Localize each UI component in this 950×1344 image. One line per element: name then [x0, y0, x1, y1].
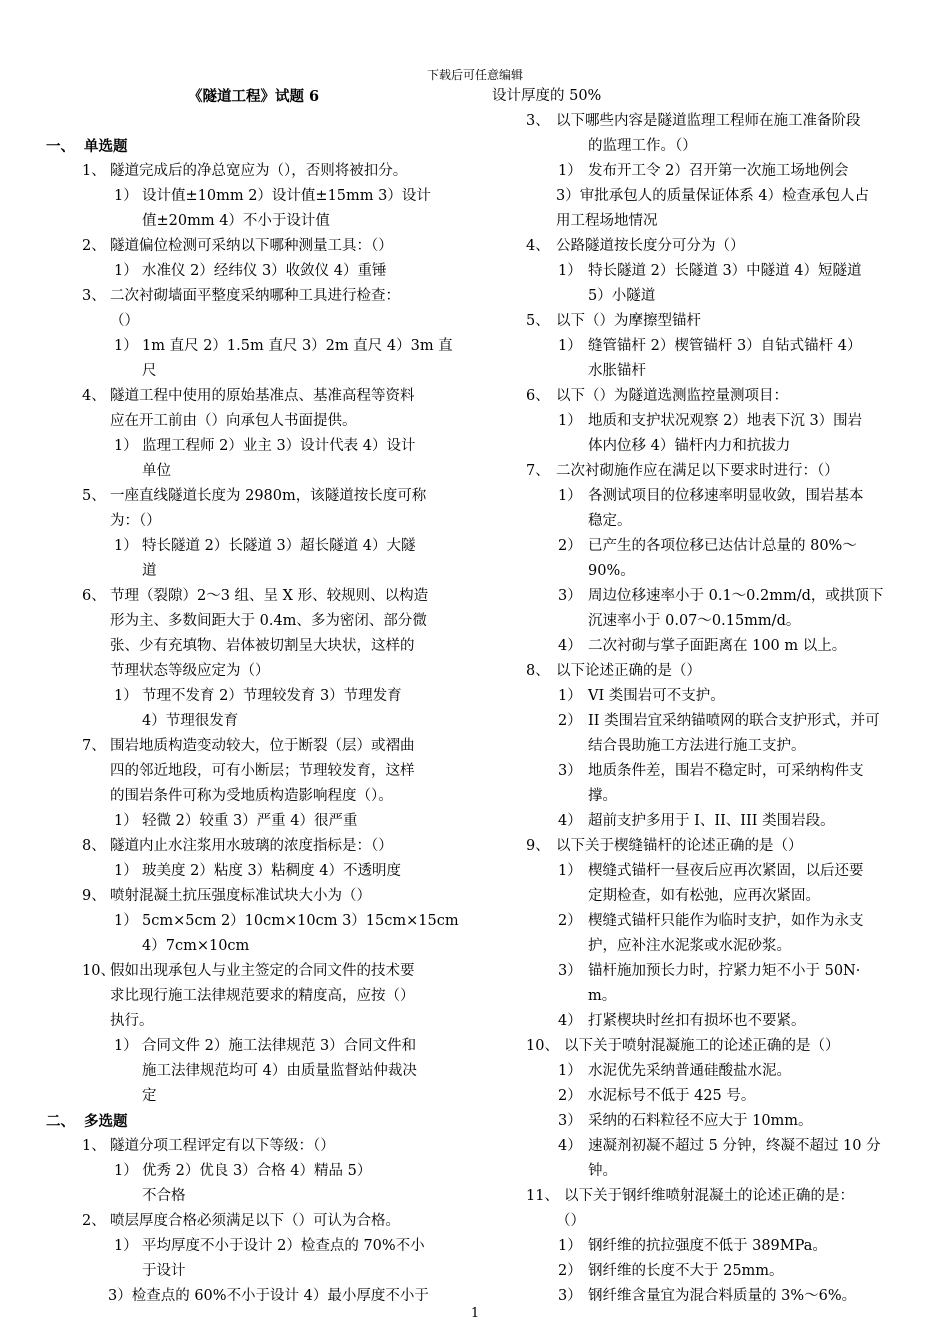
line-text: 一座直线隧道长度为 2980m，该隧道按长度可称: [110, 488, 427, 504]
line-text: 发布开工令 2）召开第一次施工场地例会: [588, 163, 849, 179]
item-number: 2、: [82, 1213, 106, 1229]
item-number: 3、: [526, 113, 550, 129]
option-continuation: [492, 884, 910, 909]
line-text: 定期检查，如有松弛，应再次紧固。: [588, 888, 820, 904]
option-continuation: [46, 559, 460, 584]
item-number: 4）: [558, 638, 582, 654]
option-line: [492, 409, 910, 434]
item-number: 4）: [558, 1013, 582, 1029]
item-number: 1）: [114, 863, 138, 879]
option-line: [492, 1084, 910, 1109]
line-text: 钟。: [588, 1163, 617, 1179]
item-number: 1）: [114, 538, 138, 554]
question: [46, 959, 460, 984]
item-number: 1）: [114, 338, 138, 354]
line-text: 水泥标号不低于 425 号。: [588, 1088, 756, 1104]
item-number: 7、: [82, 738, 106, 754]
question-continuation: [46, 984, 460, 1009]
item-number: 3）: [558, 763, 582, 779]
line-text: 3）审批承包人的质量保证体系 4）检查承包人占: [556, 188, 870, 204]
question-continuation: [46, 759, 460, 784]
question: [46, 234, 460, 259]
line-text: 以下关于楔缝锚杆的论述正确的是（）: [556, 838, 803, 854]
line-text: 已产生的各项位移已达估计总量的 80%～: [588, 538, 857, 554]
option-continuation: [46, 1259, 460, 1284]
line-text: II 类围岩宜采纳锚喷网的联合支护形式，并可: [588, 713, 880, 729]
line-text: 以下哪些内容是隧道监理工程师在施工准备阶段: [556, 113, 861, 129]
option-line: [492, 909, 910, 934]
line-text: 4）节理很发育: [142, 713, 239, 729]
line-text: 的监理工作。（）: [588, 138, 697, 154]
line-text: 优秀 2）优良 3）合格 4）精品 5）: [142, 1163, 372, 1179]
line-text: 周边位移速率小于 0.1～0.2mm/d，或拱顶下: [588, 588, 884, 604]
line-text: 多选题: [84, 1113, 128, 1130]
line-text: 喷射混凝土抗压强度标准试块大小为（）: [110, 888, 371, 904]
option-line: [492, 334, 910, 359]
line-text: 道: [142, 563, 157, 579]
line-text: 以下论述正确的是（）: [556, 663, 701, 679]
line-text: 用工程场地情况: [556, 213, 658, 229]
option-line: [46, 434, 460, 459]
line-text: 采纳的石料粒径不应大于 10mm。: [588, 1113, 813, 1129]
option-continuation: [46, 459, 460, 484]
blank-line: [46, 109, 460, 134]
option-line: [46, 684, 460, 709]
line-text: 90%。: [588, 563, 635, 579]
item-number: 1）: [558, 338, 582, 354]
option-continuation: [492, 734, 910, 759]
line-text: 稳定。: [588, 513, 632, 529]
option-line: [46, 259, 460, 284]
option-continuation: [46, 1184, 460, 1209]
item-number: 2）: [558, 713, 582, 729]
item-number: 1）: [558, 1238, 582, 1254]
line-text: 速凝剂初凝不超过 5 分钟，终凝不超过 10 分: [588, 1138, 881, 1154]
option-continuation: [492, 559, 910, 584]
option-line: [46, 1234, 460, 1259]
option-line: [492, 959, 910, 984]
line-text: 轻微 2）较重 3）严重 4）很严重: [142, 813, 358, 829]
question: [46, 484, 460, 509]
line-text: 4）7cm×10cm: [142, 938, 250, 954]
line-text: 节理状态等级应定为（）: [110, 663, 270, 679]
option-continuation: [492, 509, 910, 534]
item-number: 11、: [526, 1188, 559, 1204]
section-heading: [46, 134, 460, 159]
option-continuation: [46, 209, 460, 234]
item-number: 1）: [114, 1238, 138, 1254]
option-continuation: [492, 84, 910, 109]
line-text: 特长隧道 2）长隧道 3）超长隧道 4）大隧: [142, 538, 416, 554]
option-continuation: [492, 434, 910, 459]
option-line: [492, 684, 910, 709]
line-text: 沉速率小于 0.07～0.15mm/d。: [588, 613, 801, 629]
line-text: 5cm×5cm 2）10cm×10cm 3）15cm×15cm: [142, 913, 459, 929]
line-text: 结合畏助施工方法进行施工支护。: [588, 738, 806, 754]
question: [492, 459, 910, 484]
item-number: 1）: [558, 488, 582, 504]
question: [492, 1184, 910, 1209]
question: [46, 834, 460, 859]
option-line: [492, 859, 910, 884]
question: [492, 659, 910, 684]
line-text: 公路隧道按长度分可分为（）: [556, 238, 745, 254]
line-text: （）: [556, 1213, 585, 1229]
item-number: 一、: [46, 138, 75, 155]
line-text: 二次衬砌墙面平整度采纳哪种工具进行检查：: [110, 288, 400, 304]
question: [492, 309, 910, 334]
item-number: 1、: [82, 1138, 106, 1154]
item-number: 1）: [558, 163, 582, 179]
line-text: 体内位移 4）锚杆内力和抗拔力: [588, 438, 791, 454]
question: [46, 384, 460, 409]
item-number: 3）: [558, 963, 582, 979]
document-title: [46, 84, 460, 109]
question: [46, 1134, 460, 1159]
option-continuation: [46, 1084, 460, 1109]
line-text: 于设计: [142, 1263, 186, 1279]
item-number: 10、: [82, 963, 115, 979]
item-number: 1）: [558, 688, 582, 704]
line-text: 执行。: [110, 1013, 154, 1029]
line-text: 水泥优先采纳普通硅酸盐水泥。: [588, 1063, 791, 1079]
line-text: VI 类围岩可不支护。: [588, 688, 725, 704]
item-number: 2）: [558, 913, 582, 929]
item-number: 3）: [558, 1113, 582, 1129]
question-continuation: [46, 634, 460, 659]
line-text: 单位: [142, 463, 171, 479]
line-text: 隧道内止水注浆用水玻璃的浓度指标是：（）: [110, 838, 393, 854]
question-continuation: [46, 659, 460, 684]
line-text: 求比现行施工法律规范要求的精度高，应按（）: [110, 988, 415, 1004]
question: [492, 1034, 910, 1059]
option-continuation: [46, 359, 460, 384]
line-text: 撑。: [588, 788, 617, 804]
line-text: 《隧道工程》试题 6: [188, 88, 320, 105]
line-text: 隧道偏位检测可采纳以下哪种测量工具：（）: [110, 238, 393, 254]
option-line: [46, 1159, 460, 1184]
line-text: 特长隧道 2）长隧道 3）中隧道 4）短隧道: [588, 263, 862, 279]
line-text: 二次衬砌施作应在满足以下要求时进行：（）: [556, 463, 839, 479]
line-text: 单选题: [84, 138, 128, 155]
option-continuation: [492, 984, 910, 1009]
line-text: 隧道完成后的净总宽应为（），否则将被扣分。: [110, 163, 408, 179]
question: [46, 734, 460, 759]
question: [492, 234, 910, 259]
question-continuation: [46, 509, 460, 534]
question-continuation: [46, 609, 460, 634]
option-continuation: [46, 934, 460, 959]
option-line: [46, 534, 460, 559]
question: [492, 384, 910, 409]
line-text: 钢纤维含量宜为混合料质量的 3%～6%。: [588, 1288, 857, 1304]
line-text: 假如出现承包人与业主签定的合同文件的技术要: [110, 963, 415, 979]
item-number: 1）: [558, 863, 582, 879]
item-number: 3）: [558, 1288, 582, 1304]
item-number: 8、: [82, 838, 106, 854]
question-continuation: [46, 309, 460, 334]
line-text: 合同文件 2）施工法律规范 3）合同文件和: [142, 1038, 417, 1054]
line-text: 地质条件差，围岩不稳定时，可采纳构件支: [588, 763, 864, 779]
left-column: [46, 84, 460, 1309]
question: [46, 159, 460, 184]
line-text: 为：（）: [110, 513, 161, 529]
option-continuation: [492, 359, 910, 384]
option-line: [492, 809, 910, 834]
line-text: 以下关于喷射混凝施工的论述正确的是（）: [564, 1038, 840, 1054]
line-text: 围岩地质构造变动较大，位于断裂（层）或褶曲: [110, 738, 415, 754]
line-text: 节理不发育 2）节理较发育 3）节理发育: [142, 688, 402, 704]
line-text: 值±20mm 4）不小于设计值: [142, 213, 330, 229]
line-text: 定: [142, 1088, 157, 1104]
line-text: 打紧楔块时丝扣有损坏也不要紧。: [588, 1013, 806, 1029]
option-continuation: [492, 1159, 910, 1184]
page-number: 1: [470, 1306, 480, 1321]
line-text: 楔缝式锚杆一昼夜后应再次紧固，以后还要: [588, 863, 864, 879]
line-text: 超前支护多用于 I、II、III 类围岩段。: [588, 813, 835, 829]
line-text: 尺: [142, 363, 157, 379]
item-number: 1）: [114, 813, 138, 829]
option-line: [46, 859, 460, 884]
item-number: 5、: [82, 488, 106, 504]
item-number: 1）: [114, 188, 138, 204]
item-number: 9、: [526, 838, 550, 854]
line-text: 缝管锚杆 2）楔管锚杆 3）自钻式锚杆 4）: [588, 338, 862, 354]
line-text: 张、少有充填物、岩体被切割呈大块状，这样的: [110, 638, 415, 654]
option-line: [46, 334, 460, 359]
line-text: （）: [110, 313, 139, 329]
line-text: 喷层厚度合格必须满足以下（）可认为合格。: [110, 1213, 400, 1229]
item-number: 4）: [558, 1138, 582, 1154]
page-header: 下载后可任意编辑: [426, 68, 523, 82]
item-number: 2）: [558, 538, 582, 554]
option-line: [46, 909, 460, 934]
option-continuation: [492, 784, 910, 809]
section-heading: [46, 1109, 460, 1134]
item-number: 1）: [558, 413, 582, 429]
item-number: 1）: [558, 1063, 582, 1079]
item-number: 1、: [82, 163, 106, 179]
line-text: 以下（）为摩擦型锚杆: [556, 313, 701, 329]
line-text: 地质和支护状况观察 2）地表下沉 3）围岩: [588, 413, 863, 429]
item-number: 1）: [114, 913, 138, 929]
line-text: 二次衬砌与掌子面距离在 100 m 以上。: [588, 638, 847, 654]
question-continuation: [492, 1209, 910, 1234]
option-line: [492, 1134, 910, 1159]
item-number: 2、: [82, 238, 106, 254]
question: [46, 584, 460, 609]
question: [46, 1209, 460, 1234]
item-number: 4）: [558, 813, 582, 829]
item-number: 8、: [526, 663, 550, 679]
question: [46, 884, 460, 909]
line-text: 钢纤维的长度不大于 25mm。: [588, 1263, 784, 1279]
option-line: [46, 809, 460, 834]
item-number: 4、: [526, 238, 550, 254]
item-number: 1）: [114, 1038, 138, 1054]
option-line: [492, 634, 910, 659]
item-number: 9、: [82, 888, 106, 904]
option-line: [492, 759, 910, 784]
line-text: 平均厚度不小于设计 2）检查点的 70%不小: [142, 1238, 425, 1254]
option-continuation: [492, 934, 910, 959]
item-number: 3）: [558, 588, 582, 604]
line-text: 设计值±10mm 2）设计值±15mm 3）设计: [142, 188, 431, 204]
option-continuation: [492, 609, 910, 634]
line-text: 形为主、多数间距大于 0.4m、多为密闭、部分微: [110, 613, 427, 629]
line-text: 应在开工前由（）向承包人书面提供。: [110, 413, 357, 429]
option-line: [492, 484, 910, 509]
question: [46, 284, 460, 309]
item-number: 二、: [46, 1113, 75, 1130]
option-line: [492, 259, 910, 284]
line-text: 隧道分项工程评定有以下等级：（）: [110, 1138, 335, 1154]
line-text: 以下关于钢纤维喷射混凝土的论述正确的是：: [564, 1188, 854, 1204]
item-number: 4、: [82, 388, 106, 404]
option-line: [492, 534, 910, 559]
option-line: [492, 159, 910, 184]
option-line: [492, 1009, 910, 1034]
line-text: 护，应补注水泥浆或水泥砂浆。: [588, 938, 791, 954]
right-column: [492, 84, 910, 1309]
item-number: 2）: [558, 1088, 582, 1104]
item-number: 6、: [82, 588, 106, 604]
item-number: 1）: [558, 263, 582, 279]
item-number: 1）: [114, 688, 138, 704]
item-number: 7、: [526, 463, 550, 479]
option-continuation: [46, 709, 460, 734]
option-continuation: [492, 284, 910, 309]
line-text: 水准仪 2）经纬仪 3）收敛仪 4）重锤: [142, 263, 387, 279]
item-number: 1）: [114, 263, 138, 279]
option-line: [46, 184, 460, 209]
option-continuation: [492, 134, 910, 159]
item-number: 5、: [526, 313, 550, 329]
line-text: 不合格: [142, 1188, 186, 1204]
option-continuation: [492, 184, 910, 209]
item-number: 3、: [82, 288, 106, 304]
question-continuation: [46, 1009, 460, 1034]
option-line: [492, 1234, 910, 1259]
line-text: 监理工程师 2）业主 3）设计代表 4）设计: [142, 438, 416, 454]
question: [492, 834, 910, 859]
line-text: 1m 直尺 2）1.5m 直尺 3）2m 直尺 4）3m 直: [142, 338, 453, 354]
option-line: [492, 1109, 910, 1134]
option-line: [492, 1259, 910, 1284]
option-continuation: [492, 209, 910, 234]
line-text: 设计厚度的 50%: [492, 88, 602, 104]
line-text: 水胀锚杆: [588, 363, 646, 379]
line-text: 钢纤维的抗拉强度不低于 389MPa。: [588, 1238, 827, 1254]
item-number: 1）: [114, 438, 138, 454]
item-number: 6、: [526, 388, 550, 404]
option-line: [492, 584, 910, 609]
line-text: 以下（）为隧道选测监控量测项目：: [556, 388, 788, 404]
line-text: 节理（裂隙）2～3 组、呈 X 形、较规则、以构造: [110, 588, 429, 604]
line-text: 各测试项目的位移速率明显收敛，围岩基本: [588, 488, 864, 504]
question-continuation: [46, 784, 460, 809]
line-text: 楔缝式锚杆只能作为临时支护，如作为永支: [588, 913, 864, 929]
line-text: 3）检查点的 60%不小于设计 4）最小厚度不小于: [108, 1288, 429, 1304]
item-number: 2）: [558, 1263, 582, 1279]
option-line: [492, 709, 910, 734]
line-text: 隧道工程中使用的原始基准点、基准高程等资料: [110, 388, 415, 404]
line-text: 的围岩条件可称为受地质构造影响程度（）。: [110, 788, 393, 804]
line-text: 玻美度 2）粘度 3）粘稠度 4）不透明度: [142, 863, 402, 879]
line-text: 四的邻近地段，可有小断层；节理较发育，这样: [110, 763, 415, 779]
question: [492, 109, 910, 134]
option-continuation: [46, 1059, 460, 1084]
line-text: 锚杆施加预长力时，拧紧力矩不小于 50N·: [588, 963, 861, 979]
item-number: 1）: [114, 1163, 138, 1179]
line-text: 5）小隧道: [588, 288, 656, 304]
question-continuation: [46, 409, 460, 434]
line-text: m。: [588, 988, 617, 1004]
line-text: 施工法律规范均可 4）由质量监督站仲裁决: [142, 1063, 417, 1079]
option-line: [46, 1034, 460, 1059]
option-line: [492, 1059, 910, 1084]
item-number: 10、: [526, 1038, 559, 1054]
